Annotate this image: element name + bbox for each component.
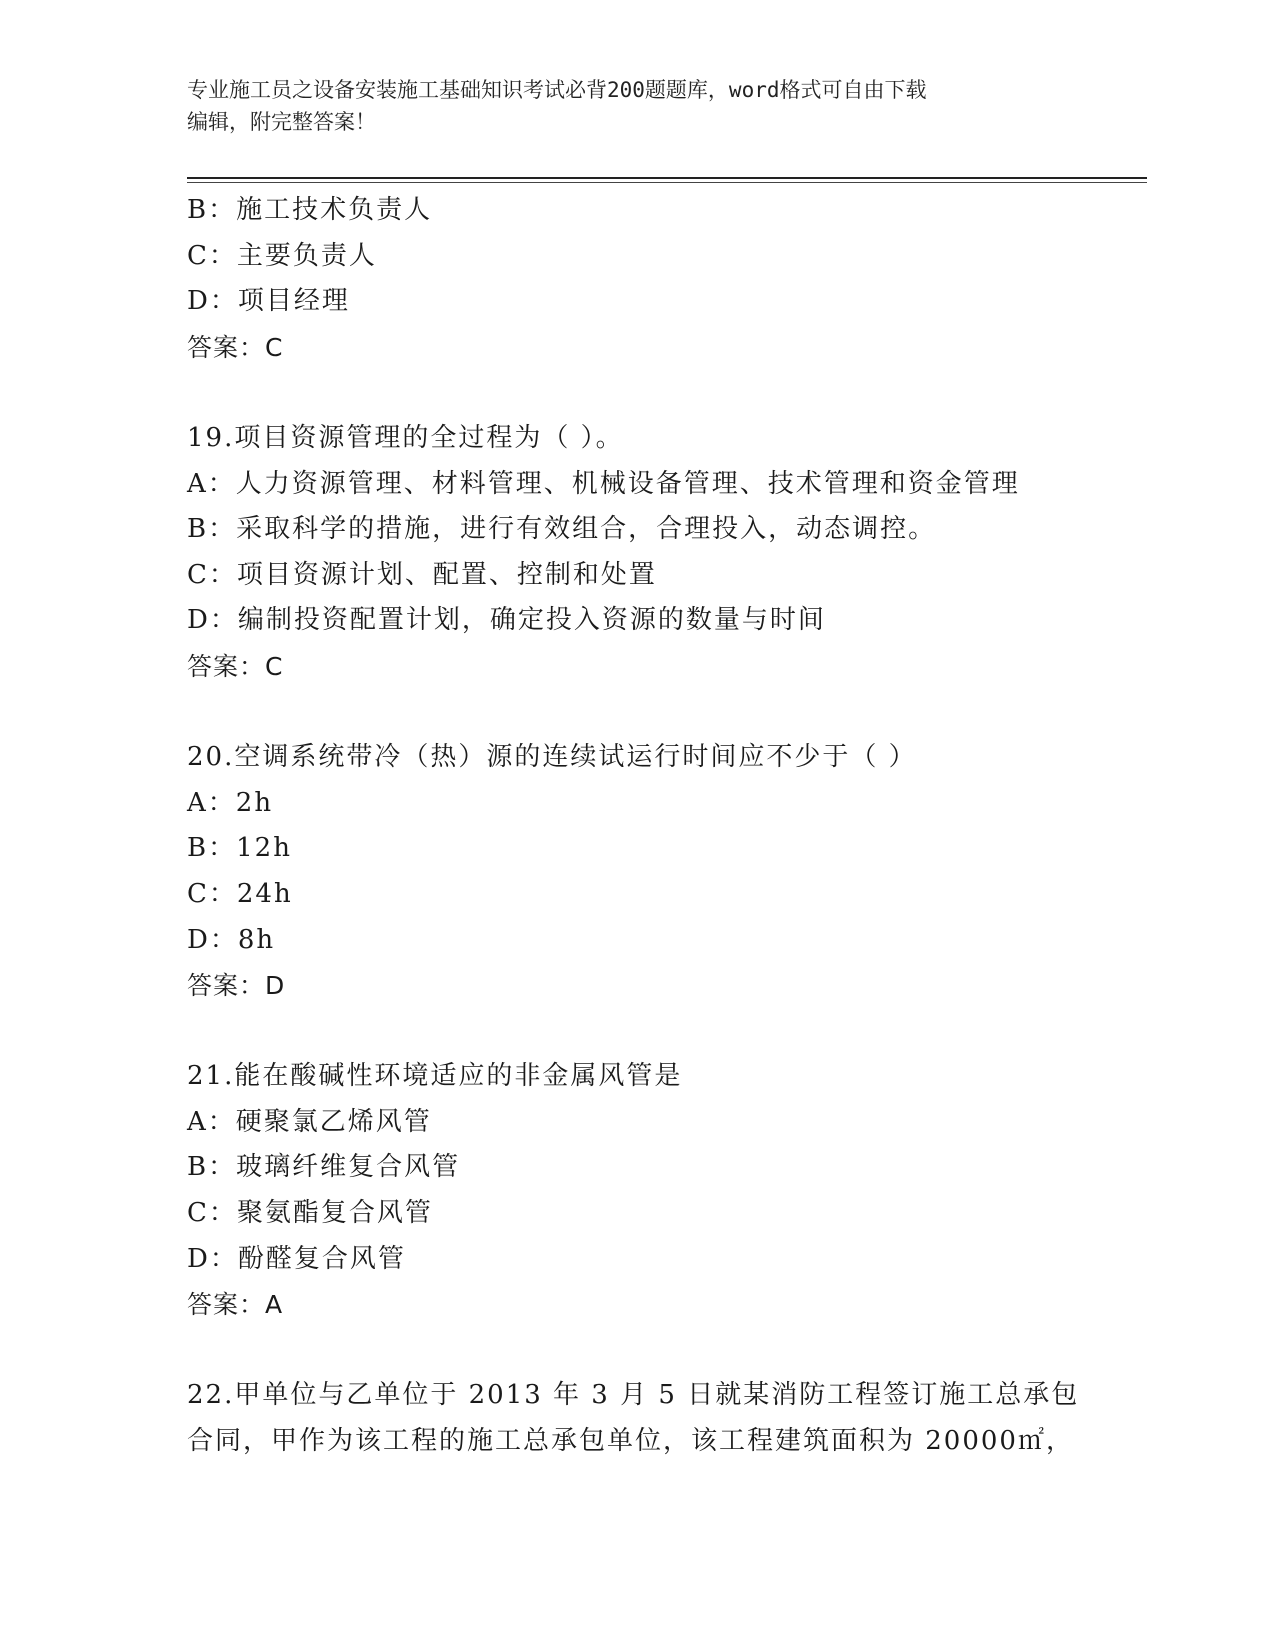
header-title-line-1: 专业施工员之设备安装施工基础知识考试必背200题题库，word格式可自由下载 [187,78,927,102]
question-text-line-1: 22.甲单位与乙单位于 2013 年 3 月 5 日就某消防工程签订施工总承包 [187,1380,1080,1411]
option-c: C：项目资源计划、配置、控制和处置 [187,559,657,590]
option-c: C：24h [187,878,293,909]
option-d: D：项目经理 [187,286,350,317]
spacer [187,370,1117,416]
question-20 [187,735,1117,1009]
spacer [187,1009,1117,1055]
option-d: D：酚醛复合风管 [187,1243,406,1274]
spacer [187,1328,1117,1374]
option-b: B：施工技术负责人 [187,195,433,225]
answer: 答案：C [187,332,284,362]
question-body [187,188,1117,1465]
option-a: A：2h [187,787,274,818]
question-19 [187,416,1117,690]
question-21 [187,1054,1117,1328]
answer: 答案：A [187,1290,284,1320]
option-a: A：人力资源管理、材料管理、机械设备管理、技术管理和资金管理 [187,468,1020,499]
header-title-line-2: 编辑，附完整答案！ [187,110,376,134]
header-divider-thick [187,177,1147,179]
option-a: A：硬聚氯乙烯风管 [187,1106,432,1137]
answer: 答案：D [187,971,286,1001]
option-b: B：玻璃纤维复合风管 [187,1152,461,1183]
document-header [187,74,1067,138]
option-c: C：聚氨酯复合风管 [187,1198,433,1229]
option-c: C：主要负责人 [187,240,377,271]
question-text: 20.空调系统带冷（热）源的连续试运行时间应不少于（ ） [187,742,917,773]
question-18-continued [187,188,1117,370]
spacer [187,690,1117,736]
question-text-line-2: 合同，甲作为该工程的施工总承包单位，该工程建筑面积为 20000㎡， [187,1426,1074,1457]
option-d: D：编制投资配置计划，确定投入资源的数量与时间 [187,605,826,636]
option-b: B：采取科学的措施，进行有效组合，合理投入，动态调控。 [187,514,937,545]
answer: 答案：C [187,651,284,681]
question-text: 21.能在酸碱性环境适应的非金属风管是 [187,1061,683,1092]
question-text: 19.项目资源管理的全过程为（ ）。 [187,422,624,453]
option-d: D：8h [187,924,276,955]
option-b: B：12h [187,833,292,864]
header-divider-thin [187,182,1147,183]
question-22 [187,1373,1117,1464]
